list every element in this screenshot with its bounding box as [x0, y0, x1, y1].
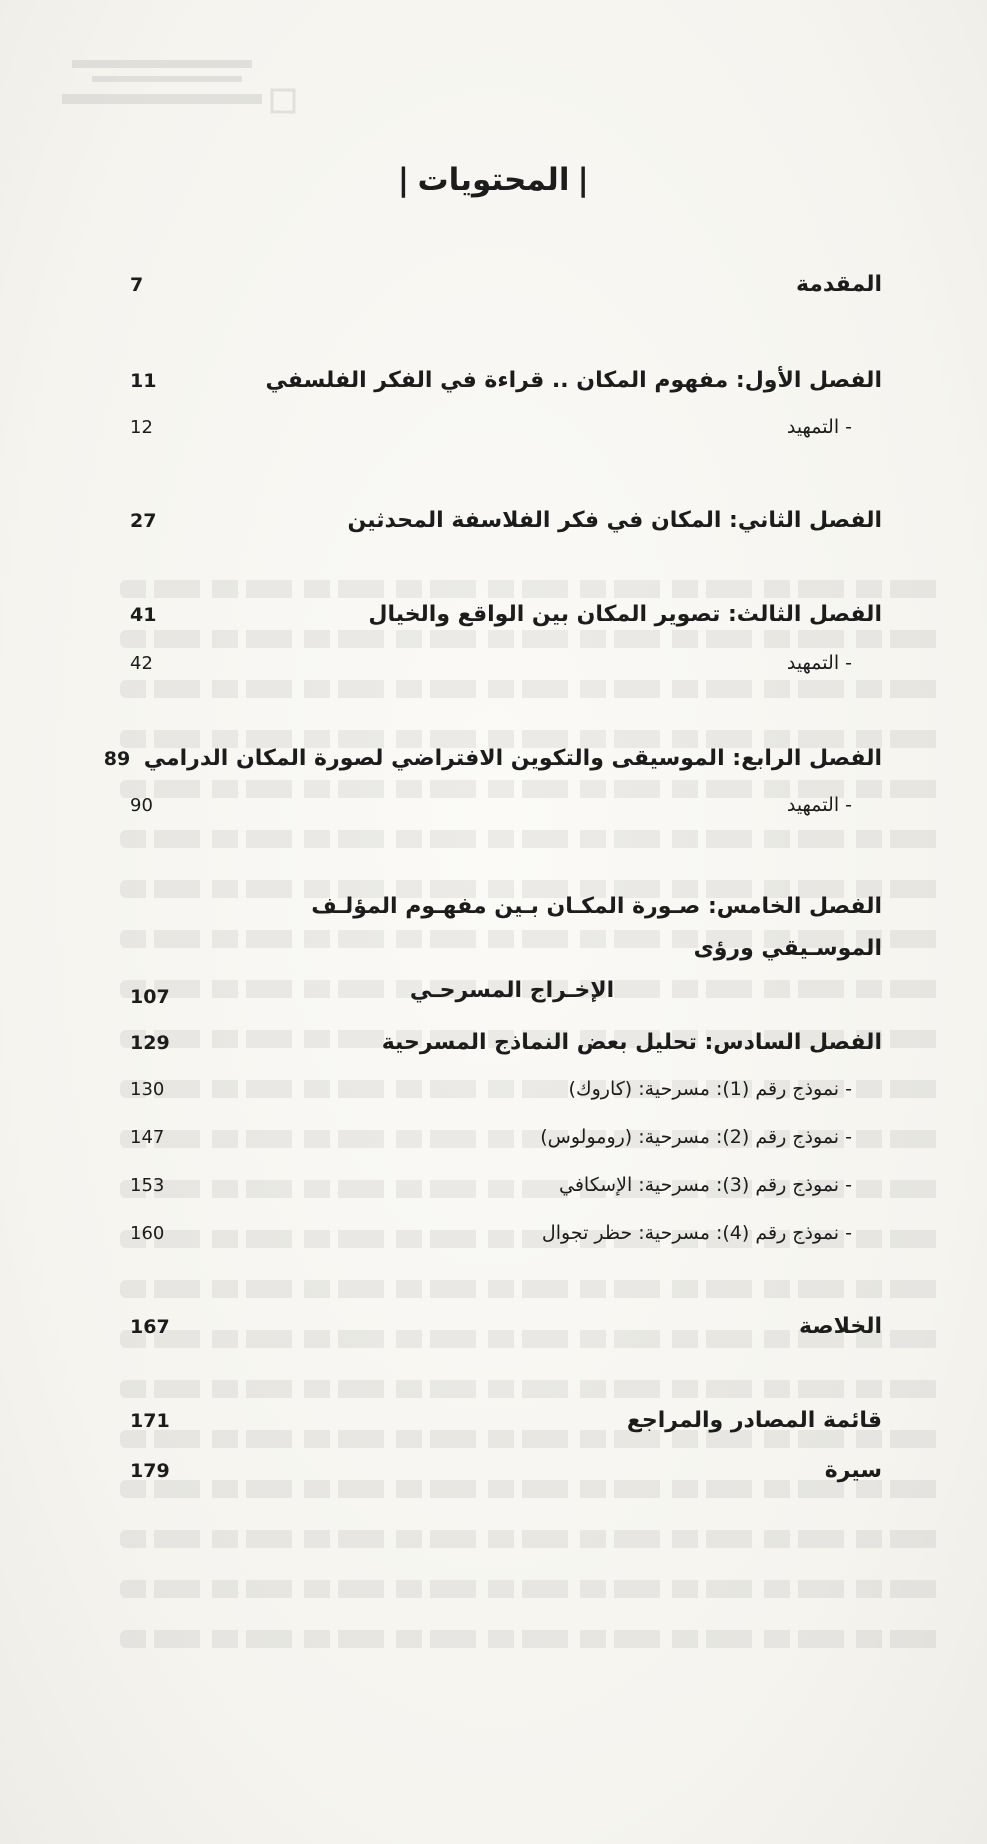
entry-title: - نموذج رقم (3): مسرحية: الإسكافي: [558, 1174, 852, 1196]
entry-page: 147: [130, 1127, 165, 1148]
entry-title: قائمة المصادر والمراجع: [626, 1408, 882, 1433]
entry-page: 171: [130, 1410, 170, 1432]
entry-title: - التمهيد: [786, 794, 852, 816]
entry-page: 129: [130, 1032, 170, 1054]
toc-entry-model-2: [130, 1126, 882, 1148]
title-bar-left: |: [397, 162, 410, 198]
entry-page: 130: [130, 1079, 165, 1100]
entry-page: 11: [130, 370, 157, 392]
entry-title: الفصل الثاني: المكان في فكر الفلاسفة المحدثين: [347, 508, 882, 533]
entry-title: الفصل السادس: تحليل بعض النماذج المسرحية: [381, 1030, 882, 1055]
entry-page: 7: [130, 274, 144, 296]
entry-title: - التمهيد: [786, 416, 852, 438]
entry-page: 179: [130, 1460, 170, 1482]
entry-page: 41: [130, 604, 157, 626]
toc-entry-chapter-1-preface: [130, 416, 882, 438]
library-stamp-icon: [62, 50, 312, 130]
entry-title: - نموذج رقم (2): مسرحية: (رومولوس): [540, 1126, 852, 1148]
entry-title: المقدمة: [795, 272, 882, 297]
toc-entry-model-4: [130, 1222, 882, 1244]
toc-entry-introduction: [130, 272, 882, 297]
entry-page: 89: [103, 748, 131, 770]
toc-entry-chapter-1: [130, 368, 882, 393]
entry-page: 153: [130, 1175, 165, 1196]
entry-title: الفصل الرابع: الموسيقى والتكوين الافتراضي لصورة المكان الدرامي: [143, 746, 882, 771]
entry-title: سيرة: [824, 1458, 882, 1483]
toc-entry-model-3: [130, 1174, 882, 1196]
entry-title: الفصل الأول: مفهوم المكان .. قراءة في الفكر الفلسفي: [265, 368, 882, 393]
entry-title-line-1: الفصل الخامس: صـورة المكـان بـين مفهـوم المؤلـف الموسـيقي ورؤى: [311, 894, 882, 961]
toc-entry-conclusion: [130, 1314, 882, 1339]
toc-entry-chapter-2: [130, 508, 882, 533]
entry-page: 27: [130, 510, 157, 532]
toc-entry-chapter-4-preface: [130, 794, 882, 816]
entry-title-line-2: الإخـراج المسرحـي: [409, 978, 615, 1003]
entry-title: [262, 886, 882, 1012]
entry-title: الفصل الثالث: تصوير المكان بين الواقع والخيال: [368, 602, 882, 627]
entry-title: - التمهيد: [786, 652, 852, 674]
entry-page: 107: [130, 986, 170, 1008]
entry-page: 167: [130, 1316, 170, 1338]
toc-entry-model-1: [130, 1078, 882, 1100]
page-title: [0, 162, 987, 198]
title-text: المحتويات: [417, 162, 570, 198]
entry-title: - نموذج رقم (4): مسرحية: حظر تجوال: [541, 1222, 852, 1244]
toc-entry-chapter-3-preface: [130, 652, 882, 674]
entry-page: 12: [130, 417, 153, 438]
title-bar-right: |: [577, 162, 590, 198]
entry-title: - نموذج رقم (1): مسرحية: (كاروك): [568, 1078, 852, 1100]
toc-entry-chapter-6: [130, 1030, 882, 1055]
entry-page: 160: [130, 1223, 165, 1244]
toc-entry-chapter-4: [103, 746, 882, 771]
entry-page: 90: [130, 795, 153, 816]
entry-title: الخلاصة: [799, 1314, 882, 1339]
toc-entry-chapter-5: [130, 886, 882, 1012]
toc-entry-chapter-3: [130, 602, 882, 627]
entry-page: 42: [130, 653, 153, 674]
toc-entry-biography: [130, 1458, 882, 1483]
toc-entry-references: [130, 1408, 882, 1433]
